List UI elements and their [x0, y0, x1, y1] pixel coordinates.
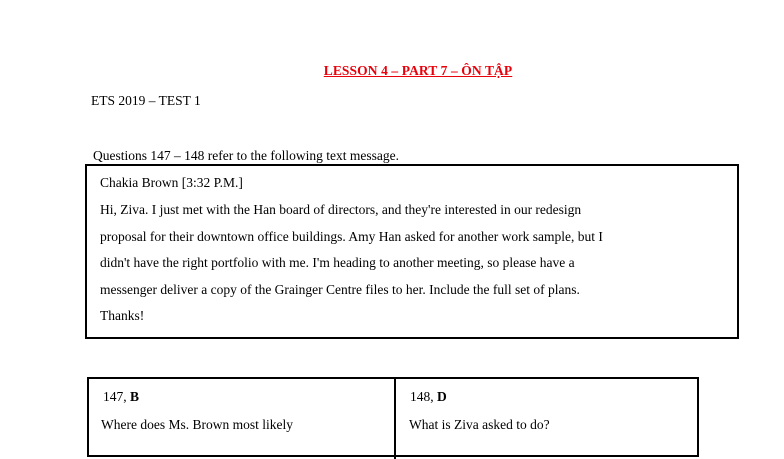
- table-divider: [394, 379, 396, 459]
- questions-intro: Questions 147 – 148 refer to the following text message.: [93, 148, 399, 163]
- message-line: messenger deliver a copy of the Grainger Centre files to her. Include the full set of plans.: [100, 282, 580, 297]
- message-sender: Chakia Brown [3:32 P.M.]: [100, 175, 243, 190]
- lesson-title: LESSON 4 – PART 7 – ÔN TẬP: [323, 63, 513, 78]
- answer-147-header: [103, 389, 139, 405]
- test-label: ETS 2019 – TEST 1: [91, 93, 201, 108]
- question-number: 147,: [103, 389, 130, 404]
- text-message-box: [85, 164, 739, 339]
- question-number: 148,: [410, 389, 437, 404]
- message-line: didn't have the right portfolio with me. I'm heading to another meeting, so please have a: [100, 255, 575, 270]
- message-line: proposal for their downtown office buildings. Amy Han asked for another work sample, but I: [100, 229, 603, 244]
- answer-letter: B: [130, 389, 140, 404]
- message-line: Hi, Ziva. I just met with the Han board of directors, and they're interested in our redesign: [100, 202, 582, 217]
- message-line: Thanks!: [100, 308, 145, 323]
- answer-148-header: [410, 389, 447, 405]
- question-148-text: What is Ziva asked to do?: [409, 417, 550, 432]
- answer-table: [87, 377, 699, 457]
- answer-letter: D: [437, 389, 447, 404]
- question-147-text: Where does Ms. Brown most likely: [101, 417, 293, 432]
